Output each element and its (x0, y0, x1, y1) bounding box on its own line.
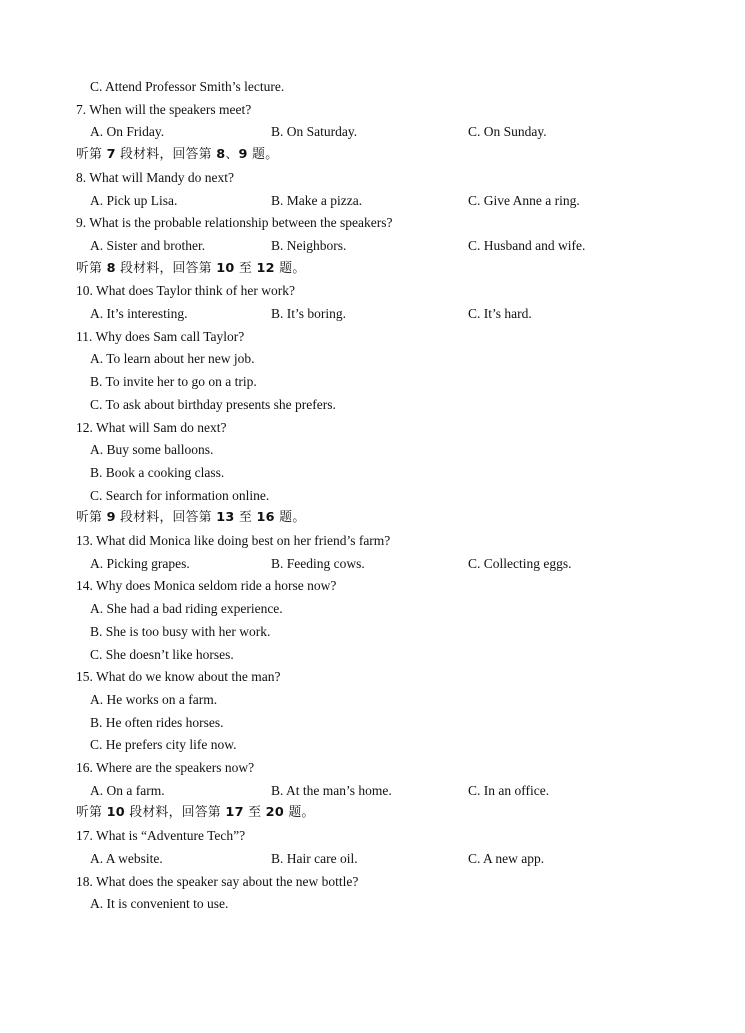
option-row (0, 439, 745, 462)
question-row (0, 530, 745, 553)
option-row (0, 598, 745, 621)
option-row (0, 371, 745, 394)
option-row (0, 621, 745, 644)
option: C. Search for information online. (90, 487, 270, 503)
section-heading-row (0, 802, 745, 825)
question-row (0, 167, 745, 190)
option: C. She doesn’t like horses. (90, 646, 234, 662)
section-heading-row (0, 258, 745, 281)
option-b: B. At the man’s home. (271, 782, 392, 798)
section-heading: 听第 10 段材料，回答第 17 至 20 题。 (76, 805, 315, 821)
option-row (0, 644, 745, 667)
question-text: 7. When will the speakers meet? (76, 101, 252, 117)
options-row (0, 848, 745, 871)
options-row (0, 553, 745, 576)
option: B. Book a cooking class. (90, 464, 225, 480)
question-row (0, 99, 745, 122)
option: C. To ask about birthday presents she prefers. (90, 396, 336, 412)
question-text: 17. What is “Adventure Tech”? (76, 828, 246, 844)
section-heading-row (0, 144, 745, 167)
question-row (0, 825, 745, 848)
option-a: A. Pick up Lisa. (90, 192, 178, 208)
option-row (0, 485, 745, 508)
option-c: C. Collecting eggs. (468, 555, 572, 571)
options-row (0, 235, 745, 258)
option: A. It is convenient to use. (90, 896, 229, 912)
question-text: 12. What will Sam do next? (76, 419, 227, 435)
option-row (0, 712, 745, 735)
question-row (0, 871, 745, 894)
option-a: A. On a farm. (90, 782, 165, 798)
option: B. To invite her to go on a trip. (90, 374, 257, 390)
question-text: 15. What do we know about the man? (76, 669, 281, 685)
option-row (0, 76, 745, 99)
options-row (0, 303, 745, 326)
option: A. To learn about her new job. (90, 351, 255, 367)
question-text: 11. Why does Sam call Taylor? (76, 328, 245, 344)
section-heading-row (0, 507, 745, 530)
question-text: 14. Why does Monica seldom ride a horse now? (76, 578, 337, 594)
option-b: B. Feeding cows. (271, 555, 365, 571)
question-row (0, 326, 745, 349)
option-row (0, 394, 745, 417)
option-c: C. It’s hard. (468, 306, 532, 321)
option-row (0, 689, 745, 712)
section-heading: 听第 8 段材料，回答第 10 至 12 题。 (76, 260, 306, 276)
option: B. She is too busy with her work. (90, 623, 271, 639)
question-row (0, 666, 745, 689)
question-text: 18. What does the speaker say about the new bottle? (76, 873, 359, 889)
option-a: A. On Friday. (90, 124, 165, 140)
option-b: B. Neighbors. (271, 237, 347, 253)
question-text: 13. What did Monica like doing best on her friend’s farm? (76, 533, 391, 548)
option: A. She had a bad riding experience. (90, 601, 283, 617)
question-row (0, 575, 745, 598)
option: C. He prefers city life now. (90, 737, 237, 753)
question-text: 8. What will Mandy do next? (76, 169, 234, 185)
option: C. Attend Professor Smith’s lecture. (90, 79, 285, 94)
option-row (0, 893, 745, 916)
option-a: A. Sister and brother. (90, 237, 206, 253)
option-b: B. It’s boring. (271, 306, 347, 321)
options-row (0, 190, 745, 213)
question-row (0, 212, 745, 235)
option-b: B. On Saturday. (271, 124, 358, 140)
option-b: B. Hair care oil. (271, 850, 358, 866)
option-c: C. In an office. (468, 782, 550, 798)
option-c: C. Husband and wife. (468, 237, 586, 253)
option: B. He often rides horses. (90, 714, 224, 730)
question-row (0, 757, 745, 780)
section-heading: 听第 7 段材料，回答第 8、9 题。 (76, 147, 279, 163)
options-row (0, 780, 745, 803)
option-a: A. Picking grapes. (90, 555, 190, 571)
option: A. He works on a farm. (90, 691, 218, 707)
question-row (0, 280, 745, 303)
section-heading: 听第 9 段材料，回答第 13 至 16 题。 (76, 510, 306, 526)
option-row (0, 348, 745, 371)
option-c: C. Give Anne a ring. (468, 192, 580, 208)
option-b: B. Make a pizza. (271, 192, 363, 208)
option-c: C. On Sunday. (468, 124, 547, 140)
question-text: 16. Where are the speakers now? (76, 760, 255, 775)
options-row (0, 121, 745, 144)
question-row (0, 417, 745, 440)
option-c: C. A new app. (468, 850, 545, 866)
option-row (0, 462, 745, 485)
option-row (0, 734, 745, 757)
option-a: A. It’s interesting. (90, 306, 188, 321)
option: A. Buy some balloons. (90, 442, 214, 458)
option-a: A. A website. (90, 850, 163, 866)
question-text: 10. What does Taylor think of her work? (76, 283, 296, 299)
question-text: 9. What is the probable relationship between the speakers? (76, 215, 393, 231)
